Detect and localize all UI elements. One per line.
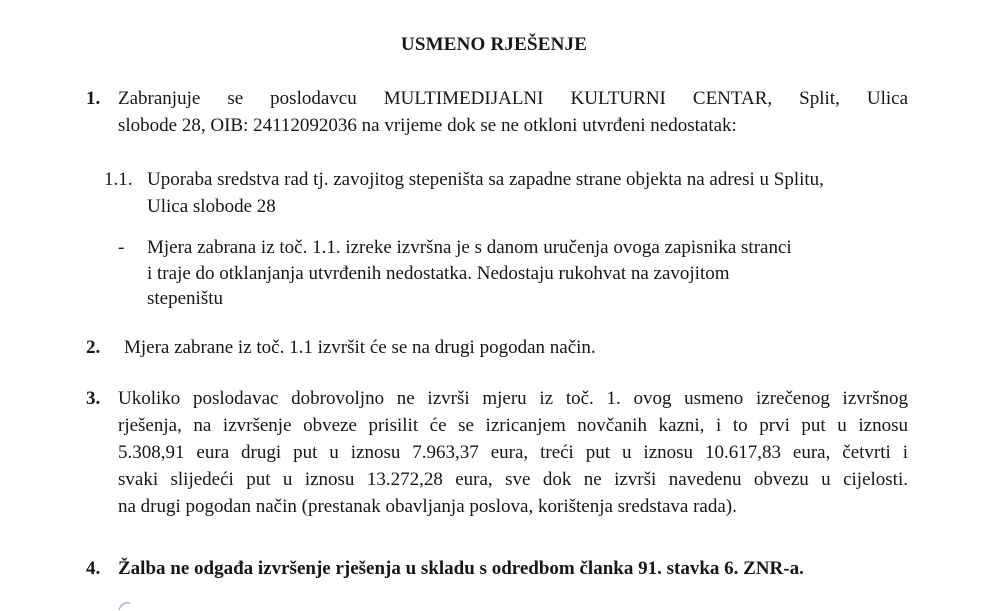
item-1-1-number: 1.1. — [104, 169, 133, 190]
item-2-line-1: Mjera zabrane iz toč. 1.1 izvršit će se na drugi pogodan način. — [124, 337, 596, 358]
item-1-line-1: Zabranjuje se poslodavcu MULTIMEDIJALNI KULTURNI CENTAR, Split, Ulica — [118, 88, 908, 109]
item-3-line-1: Ukoliko poslodavac dobrovoljno ne izvrši mjeru iz toč. 1. ovog usmeno izrečenog izvršnog — [118, 388, 908, 409]
item-3-number: 3. — [86, 388, 101, 409]
item-3-line-5: na drugi pogodan način (prestanak obavljanja poslova, korištenja sredstava rada). — [118, 496, 737, 517]
item-4-number: 4. — [86, 558, 101, 579]
item-3-line-3: 5.308,91 eura drugi put u iznosu 7.963,37 eura, treći put u iznosu 10.617,83 eura, četvrti i — [118, 442, 908, 463]
item-4-line-1: Žalba ne odgađa izvršenje rješenja u skladu s odredbom članka 91. stavka 6. ZNR-a. — [118, 558, 804, 579]
item-3-line-2: rješenja, na izvršenje obveze prisilit će se izricanjem novčanih kazni, i to prvi put u iznosu — [118, 415, 908, 436]
item-1-line-2: slobode 28, OIB: 24112092036 na vrijeme dok se ne otkloni utvrđeni nedostatak: — [118, 115, 737, 136]
item-1-1-line-2: Ulica slobode 28 — [147, 196, 276, 217]
dash-marker: - — [118, 237, 125, 258]
dash-item-line-2: i traje do otklanjanja utvrđenih nedostatka. Nedostaju rukohvat na zavojitom — [147, 263, 730, 284]
document-title: USMENO RJEŠENJE — [400, 34, 588, 55]
item-1-number: 1. — [86, 88, 101, 109]
dash-item-line-3: stepeništu — [147, 288, 223, 309]
signature-stroke-icon — [116, 600, 134, 611]
item-3-line-4: svaki slijedeći put u iznosu 13.272,28 eura, sve dok ne izvrši navedenu obvezu u cijelosti. — [118, 469, 908, 490]
item-2-number: 2. — [86, 337, 101, 358]
dash-item-line-1: Mjera zabrana iz toč. 1.1. izreke izvršna je s danom uručenja ovoga zapisnika stranci — [147, 237, 792, 258]
item-1-1-line-1: Uporaba sredstva rad tj. zavojitog stepeništa sa zapadne strane objekta na adresi u Splitu, — [147, 169, 824, 190]
